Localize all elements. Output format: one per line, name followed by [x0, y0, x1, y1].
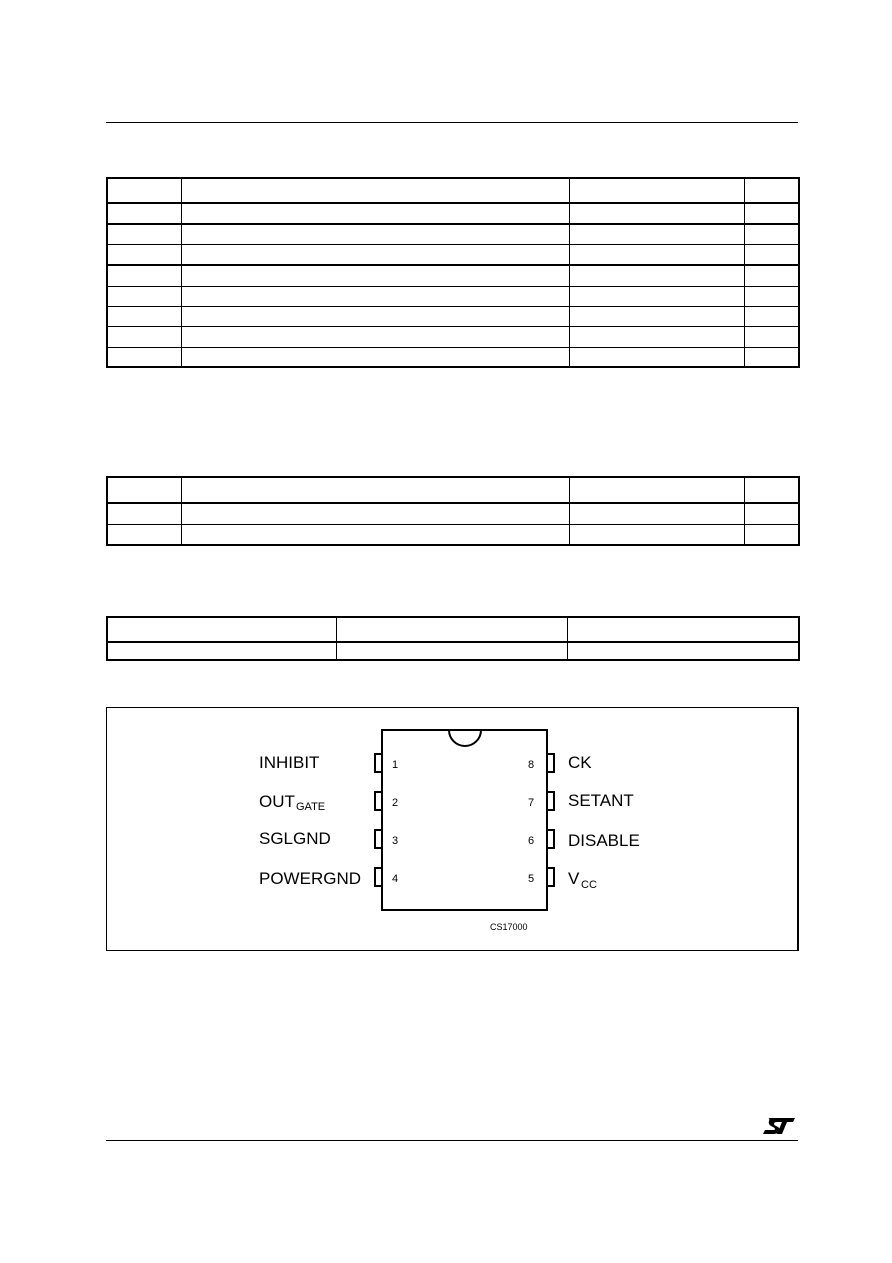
table-row — [107, 286, 799, 306]
table-cell — [744, 347, 799, 367]
table-row — [107, 347, 799, 367]
table-cell — [181, 477, 569, 503]
pin-number: 3 — [392, 835, 399, 847]
table-cell — [181, 286, 569, 306]
pin-number: 5 — [528, 873, 535, 885]
table-cell — [744, 265, 799, 286]
pin-diagram — [107, 708, 797, 950]
table-cell — [107, 224, 181, 244]
table-cell — [569, 224, 744, 244]
table-cell — [569, 477, 744, 503]
table-cell — [744, 203, 799, 224]
pin-label: SGLGND — [259, 829, 331, 848]
left-pin-4 — [259, 868, 398, 888]
header-rule — [106, 122, 798, 123]
diagram-code: CS17000 — [490, 922, 528, 932]
table-cell — [569, 265, 744, 286]
pin-label: CK — [568, 753, 592, 772]
table-cell — [744, 326, 799, 347]
pin-label: V — [568, 869, 580, 888]
table-cell — [107, 203, 181, 224]
left-pin-2 — [259, 792, 398, 813]
table-row — [107, 265, 799, 286]
table-cell — [107, 477, 181, 503]
table-cell — [181, 203, 569, 224]
table-cell — [107, 617, 336, 642]
table-cell — [744, 306, 799, 326]
table-cell — [107, 326, 181, 347]
table-cell — [107, 286, 181, 306]
table-row — [107, 178, 799, 203]
table-cell — [569, 503, 744, 524]
pin-label: INHIBIT — [259, 753, 320, 772]
table-cell — [569, 524, 744, 545]
footer-rule — [106, 1140, 798, 1141]
table-3 — [106, 616, 800, 661]
pin-number: 2 — [392, 797, 399, 809]
table-row — [107, 642, 799, 660]
table-cell — [567, 642, 799, 660]
pin-connection-box — [106, 707, 799, 951]
table-2 — [106, 476, 800, 546]
table-row — [107, 203, 799, 224]
table-row — [107, 224, 799, 244]
table-cell — [744, 286, 799, 306]
table-cell — [336, 617, 567, 642]
table-cell — [181, 224, 569, 244]
table-row — [107, 617, 799, 642]
ic-package-body — [382, 730, 547, 910]
table-cell — [567, 617, 799, 642]
table-cell — [181, 178, 569, 203]
pin-number: 4 — [392, 873, 399, 885]
pin-label-subscript: GATE — [296, 801, 326, 813]
table-cell — [744, 503, 799, 524]
table-cell — [744, 224, 799, 244]
table-cell — [569, 244, 744, 265]
table-row — [107, 503, 799, 524]
pin-label: OUT — [259, 792, 295, 811]
pin-number: 1 — [392, 759, 399, 771]
pin-label: POWERGND — [259, 869, 361, 888]
table-cell — [107, 347, 181, 367]
st-logo-icon — [762, 1115, 798, 1137]
table-cell — [744, 244, 799, 265]
table-row — [107, 244, 799, 265]
table-cell — [181, 347, 569, 367]
pin-label-subscript: CC — [581, 879, 597, 891]
table-cell — [744, 524, 799, 545]
table-cell — [181, 265, 569, 286]
table-row — [107, 477, 799, 503]
table-cell — [181, 326, 569, 347]
table-row — [107, 524, 799, 545]
table-cell — [569, 286, 744, 306]
left-pin-1 — [259, 753, 398, 772]
table-row — [107, 306, 799, 326]
table-cell — [569, 326, 744, 347]
table-row — [107, 326, 799, 347]
table-cell — [569, 347, 744, 367]
table-1 — [106, 177, 800, 368]
table-cell — [107, 306, 181, 326]
table-cell — [569, 306, 744, 326]
pin-number: 7 — [528, 797, 535, 809]
pin-label: DISABLE — [568, 831, 640, 850]
table-cell — [569, 203, 744, 224]
table-cell — [181, 244, 569, 265]
left-pin-3 — [259, 829, 398, 848]
table-cell — [181, 306, 569, 326]
pin-label: SETANT — [568, 791, 634, 810]
table-cell — [181, 503, 569, 524]
pin-number: 6 — [528, 835, 535, 847]
pin-number: 8 — [528, 759, 535, 771]
table-cell — [744, 477, 799, 503]
table-cell — [744, 178, 799, 203]
table-cell — [107, 244, 181, 265]
table-cell — [569, 178, 744, 203]
table-cell — [107, 524, 181, 545]
table-cell — [107, 265, 181, 286]
table-cell — [181, 524, 569, 545]
table-cell — [107, 178, 181, 203]
table-cell — [107, 503, 181, 524]
table-cell — [107, 642, 336, 660]
table-cell — [336, 642, 567, 660]
